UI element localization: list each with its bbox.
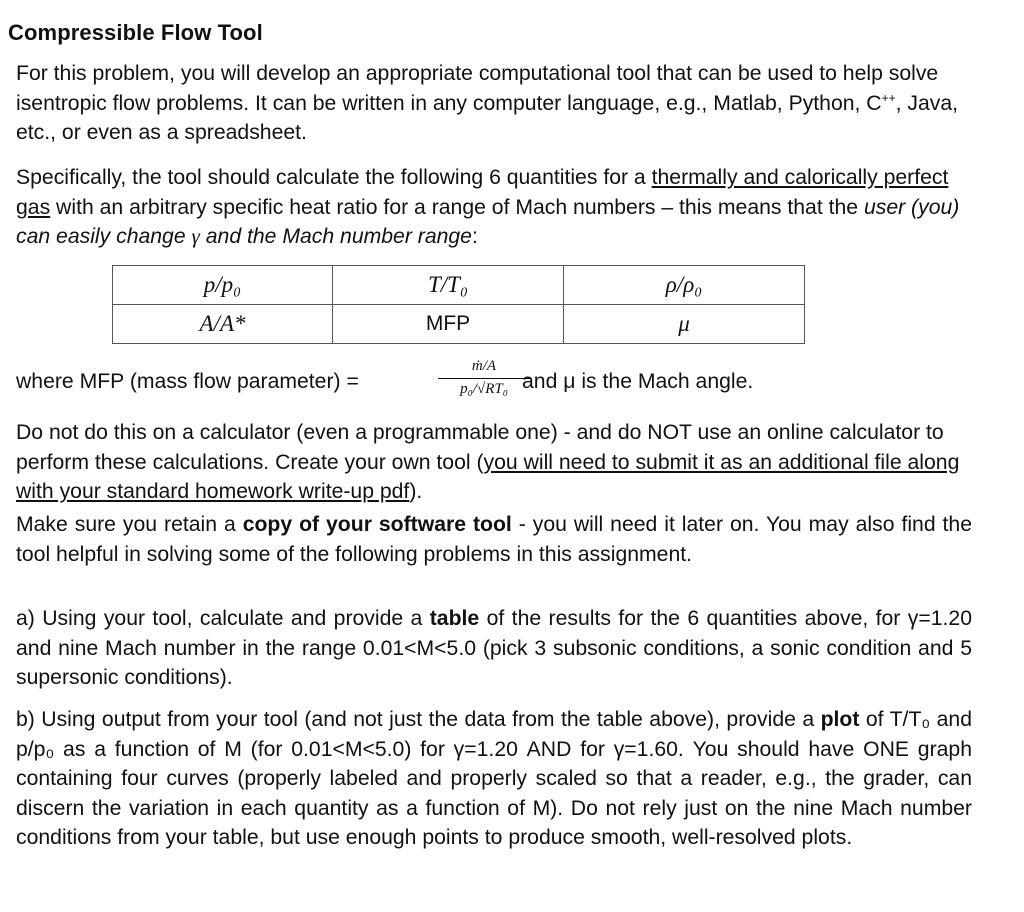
part-a-paragraph [16, 604, 972, 693]
calc-underlined-submit: you will need to submit it as an additional file along with your standard homework write-up pdf [16, 450, 960, 503]
table-row [113, 266, 805, 305]
table-cell [564, 305, 805, 344]
retain-text-1: Make sure you retain a [16, 513, 243, 536]
part-b-paragraph [16, 705, 972, 853]
table-cell [333, 305, 564, 344]
pressure-ratio: p/p₀ [203, 272, 242, 297]
table-cell [113, 266, 333, 305]
temperature-ratio: T/T₀ [428, 272, 468, 297]
density-ratio: ρ/ρ₀ [665, 272, 703, 297]
spec-text-1: Specifically, the tool should calculate the following 6 quantities for a [16, 166, 652, 189]
table-cell [564, 266, 805, 305]
retain-bold: copy of your software tool [242, 513, 512, 536]
part-a-text-1: a) Using your tool, calculate and provide a [16, 607, 430, 630]
calc-text-1: Do not do this on a calculator (even a programmable one) - and do NOT use an online calculator to perform these calculations. Create your own tool ( [16, 421, 944, 474]
retain-text-2: - you will need it later on. You may also find the tool helpful in solving some of the following problems in this assignment. [16, 513, 972, 566]
part-b-bold: plot [820, 708, 860, 731]
table-row [113, 305, 805, 344]
spec-italic-2: and the Mach number range [199, 225, 472, 248]
mfp-definition-lead: where MFP (mass flow parameter) = [16, 370, 359, 393]
area-ratio: A/A* [199, 311, 246, 336]
specification-paragraph [16, 163, 972, 252]
part-b-text-2: of T/T₀ and p/p₀ as a function of M (for 0.01<M<5.0) for γ=1.20 AND for γ=1.60. You should have ONE graph containing four curves (properly labeled and properly scaled so that a reader, e.g., the grader, can discern the variation in each quantity as a function of M). Do not rely just on the nine Mach number conditions from your table, but use enough points to produce smooth, well-resolved plots. [16, 708, 972, 849]
spec-underlined-gas: thermally and calorically perfect gas [16, 166, 949, 219]
intro-text-end: , Java, etc., or even as a spreadsheet. [16, 91, 959, 144]
intro-paragraph [16, 59, 972, 148]
spec-text-3: : [471, 225, 478, 248]
page-title: Compressible Flow Tool [8, 20, 263, 45]
spec-text-2: with an arbitrary specific heat ratio for a range of Mach numbers – this means that the [50, 195, 864, 219]
part-a-bold: table [429, 607, 480, 630]
mfp-definition-tail: and μ is the Mach angle. [522, 370, 754, 393]
fraction-bar [438, 378, 530, 379]
mach-angle: μ [678, 311, 690, 336]
calc-text-2: ). [409, 480, 423, 503]
mfp-fraction [434, 358, 534, 398]
mfp-definition [16, 356, 996, 416]
mfp-denominator: p₀/√RT₀ [460, 381, 508, 397]
retain-copy-paragraph [16, 510, 972, 569]
spec-italic-1: user (you) can easily change [16, 195, 960, 248]
spec-gamma-symbol: γ [191, 224, 200, 248]
part-a-text-2: of the results for the 6 quantities above, for γ=1.20 and nine Mach number in the range 0.01<M<5.0 (pick 3 subsonic conditions, a sonic condition and 5 supersonic conditions). [16, 607, 972, 689]
mass-flow-parameter: MFP [425, 312, 471, 335]
intro-text: For this problem, you will develop an appropriate computational tool that can be used to help solve isentropic flow problems. It can be written in any computer language, e.g., Matlab, Python, C [16, 62, 939, 115]
calculator-paragraph [16, 418, 972, 507]
mfp-numerator: ṁ/A [471, 358, 497, 374]
intro-superscript: ++ [881, 90, 896, 105]
table-cell [113, 305, 333, 344]
part-b-text-1: b) Using output from your tool (and not just the data from the table above), provide a [16, 708, 821, 731]
quantities-table [112, 265, 805, 344]
table-cell [333, 266, 564, 305]
